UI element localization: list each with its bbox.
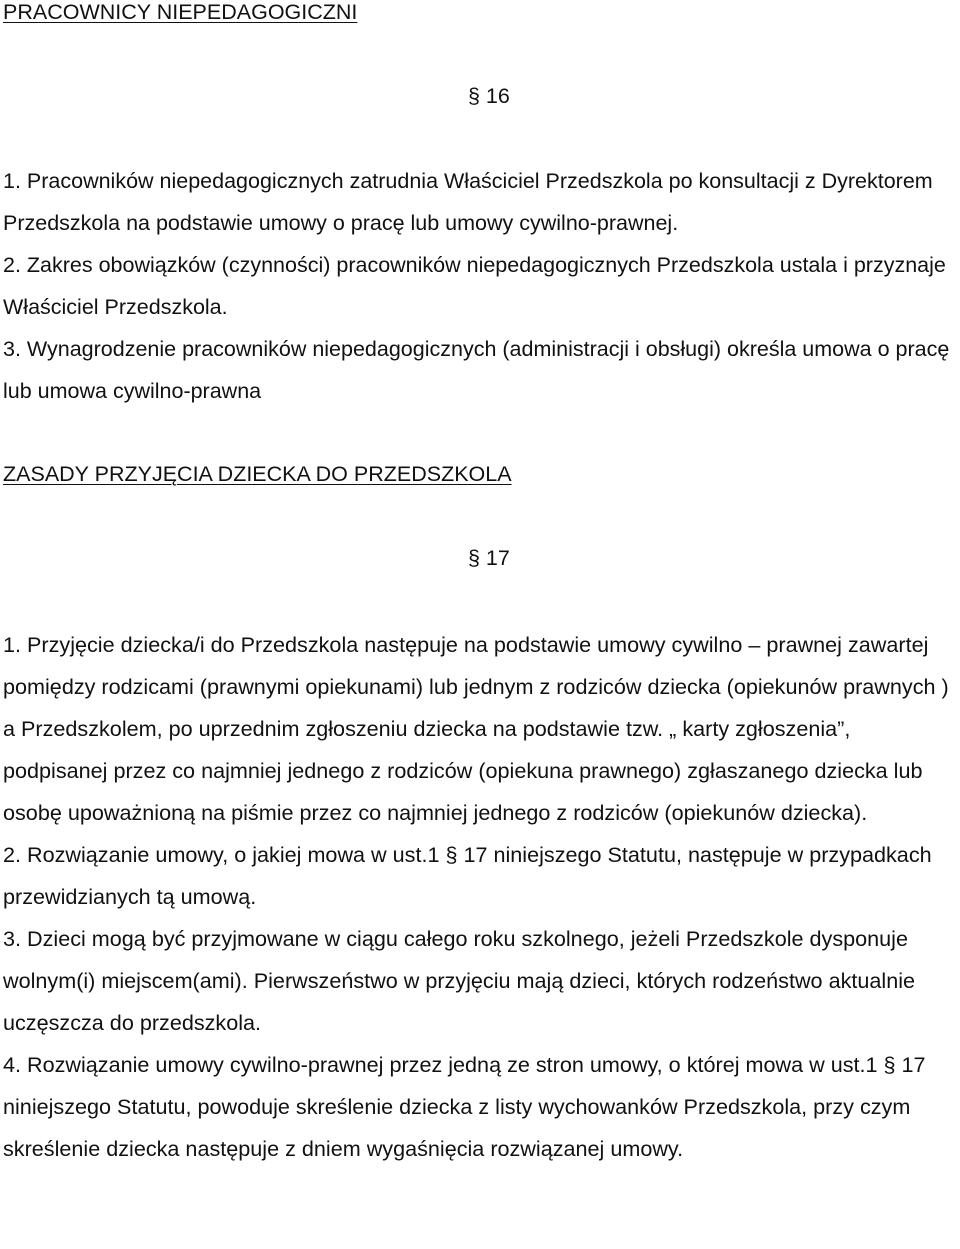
- paragraph-17-1: 1. Przyjęcie dziecka/i do Przedszkola następuje na podstawie umowy cywilno – prawnej zawartej pomiędzy rodzicami (prawnymi opiekunami) lub jednym z rodziców dziecka (opiekunów prawnych ) a Przedszkolem, po uprzednim zgłoszeniu dziecka na podstawie tzw. „ karty zgłoszenia”, podpisanej przez co najmniej jednego z rodziców (opiekuna prawnego) zgłaszanego dziecka lub osobę upoważnioną na piśmie przez co najmniej jednego z rodziców (opiekunów dziecka).: [3, 632, 949, 825]
- section-heading-admission-rules: ZASADY PRZYJĘCIA DZIECKA DO PRZEDSZKOLA: [3, 462, 512, 486]
- section-16-body: [3, 160, 958, 412]
- paragraph-17-4: 4. Rozwiązanie umowy cywilno-prawnej przez jedną ze stron umowy, o której mowa w ust.1 § 17 niniejszego Statutu, powoduje skreślenie dziecka z listy wychowanków Przedszkola, przy czym skreślenie dziecka następuje z dniem wygaśnięcia rozwiązanej umowy.: [3, 1052, 926, 1161]
- paragraph-16-1: 1. Pracowników niepedagogicznych zatrudnia Właściciel Przedszkola po konsultacji z Dyrektorem Przedszkola na podstawie umowy o pracę lub umowy cywilno-prawnej.: [3, 169, 933, 235]
- paragraph-17-3: 3. Dzieci mogą być przyjmowane w ciągu całego roku szkolnego, jeżeli Przedszkole dysponuje wolnym(i) miejscem(ami). Pierwszeństwo w przyjęciu mają dzieci, których rodzeństwo aktualnie uczęszcza do przedszkola.: [3, 926, 916, 1035]
- section-number-16: § 16: [468, 84, 510, 108]
- section-number-17: § 17: [468, 546, 510, 570]
- section-heading-non-teaching-staff: PRACOWNICY NIEPEDAGOGICZNI: [3, 0, 358, 24]
- paragraph-17-2: 2. Rozwiązanie umowy, o jakiej mowa w ust.1 § 17 niniejszego Statutu, następuje w przypadkach przewidzianych tą umową.: [3, 842, 932, 909]
- section-17-body: [3, 624, 958, 1170]
- paragraph-16-2: 2. Zakres obowiązków (czynności) pracowników niepedagogicznych Przedszkola ustala i przyznaje Właściciel Przedszkola.: [3, 253, 946, 319]
- paragraph-16-3: 3. Wynagrodzenie pracowników niepedagogicznych (administracji i obsługi) określa umowa o pracę lub umowa cywilno-prawna: [3, 337, 950, 403]
